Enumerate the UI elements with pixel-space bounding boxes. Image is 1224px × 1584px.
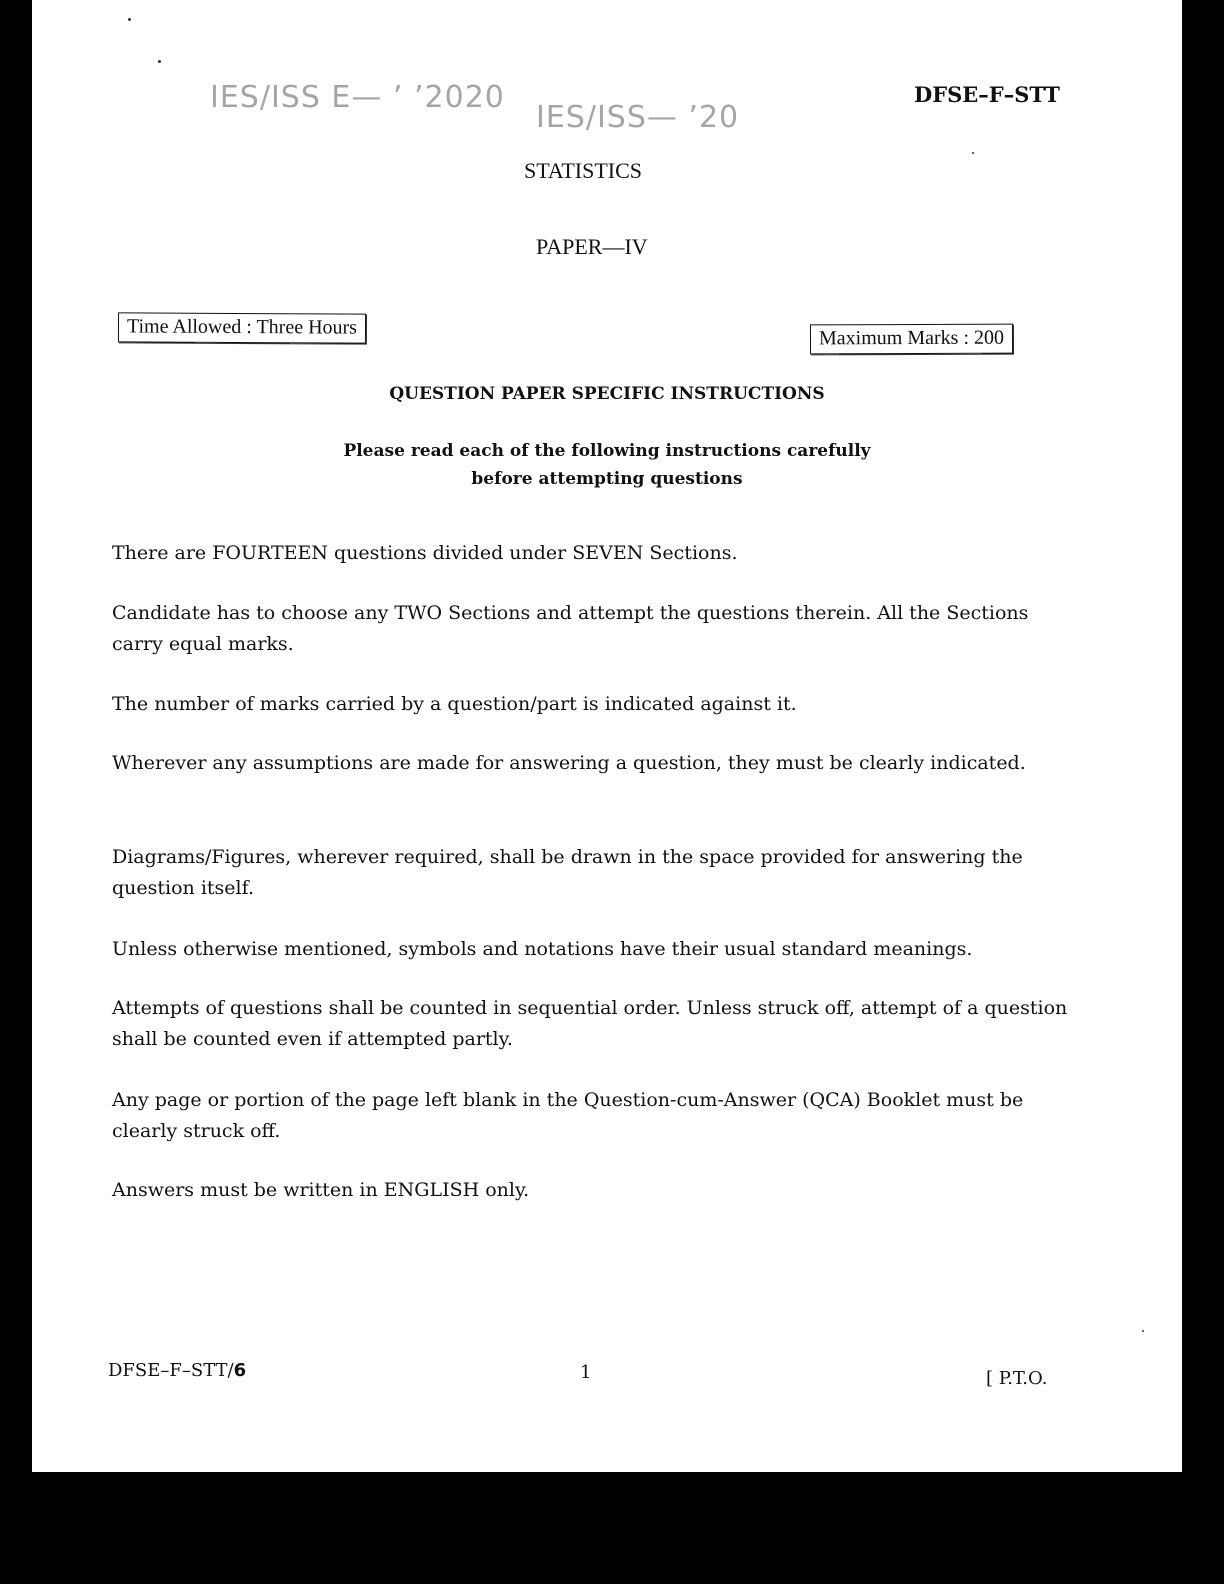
instructions-title: QUESTION PAPER SPECIFIC INSTRUCTIONS (389, 384, 825, 404)
instruction-item: Any page or portion of the page left blank in the Question-cum-Answer (QCA) Booklet must be clearly struck off. (112, 1089, 1024, 1142)
scan-speck (1142, 1330, 1144, 1332)
time-allowed-box: Time Allowed : Three Hours (118, 312, 366, 343)
scan-speck (128, 18, 131, 21)
instruction-item: Unless otherwise mentioned, symbols and notations have their usual standard meanings. (112, 938, 973, 960)
page-number: 1 (580, 1362, 592, 1383)
instruction-item: There are FOURTEEN questions divided under SEVEN Sections. (112, 542, 738, 564)
instruction-item: Answers must be written in ENGLISH only. (112, 1179, 530, 1201)
instruction-item: The number of marks carried by a question/part is indicated against it. (112, 693, 797, 715)
scan-speck (158, 60, 161, 63)
faded-stamp-right: IES/ISS— ’20 (536, 100, 740, 135)
instructions-subtitle-line2: before attempting questions (471, 469, 743, 489)
scan-speck (972, 152, 974, 154)
instruction-item: Diagrams/Figures, wherever required, shall be drawn in the space provided for answering the question itself. (112, 846, 1023, 899)
pto-marker: [ P.T.O. (986, 1368, 1048, 1389)
paper-number: PAPER—IV (536, 234, 648, 259)
maximum-marks-box: Maximum Marks : 200 (810, 324, 1013, 355)
footer-code (108, 1360, 246, 1381)
instruction-item: Wherever any assumptions are made for answering a question, they must be clearly indicated. (112, 752, 1026, 774)
exam-page (32, 0, 1182, 1472)
footer-code-text: DFSE–F–STT/ (108, 1360, 234, 1381)
paper-code: DFSE–F–STT (914, 82, 1060, 107)
instruction-item: Attempts of questions shall be counted in sequential order. Unless struck off, attempt of a question shall be counted even if attempted partly. (112, 997, 1068, 1050)
footer-code-suffix: 6 (233, 1360, 247, 1381)
subject-title: STATISTICS (524, 158, 643, 183)
instruction-item: Candidate has to choose any TWO Sections and attempt the questions therein. All the Sections carry equal marks. (112, 602, 1029, 655)
faded-stamp-left: IES/ISS E— ’ ’2020 (210, 80, 505, 115)
instructions-subtitle-line1: Please read each of the following instructions carefully (343, 441, 871, 461)
